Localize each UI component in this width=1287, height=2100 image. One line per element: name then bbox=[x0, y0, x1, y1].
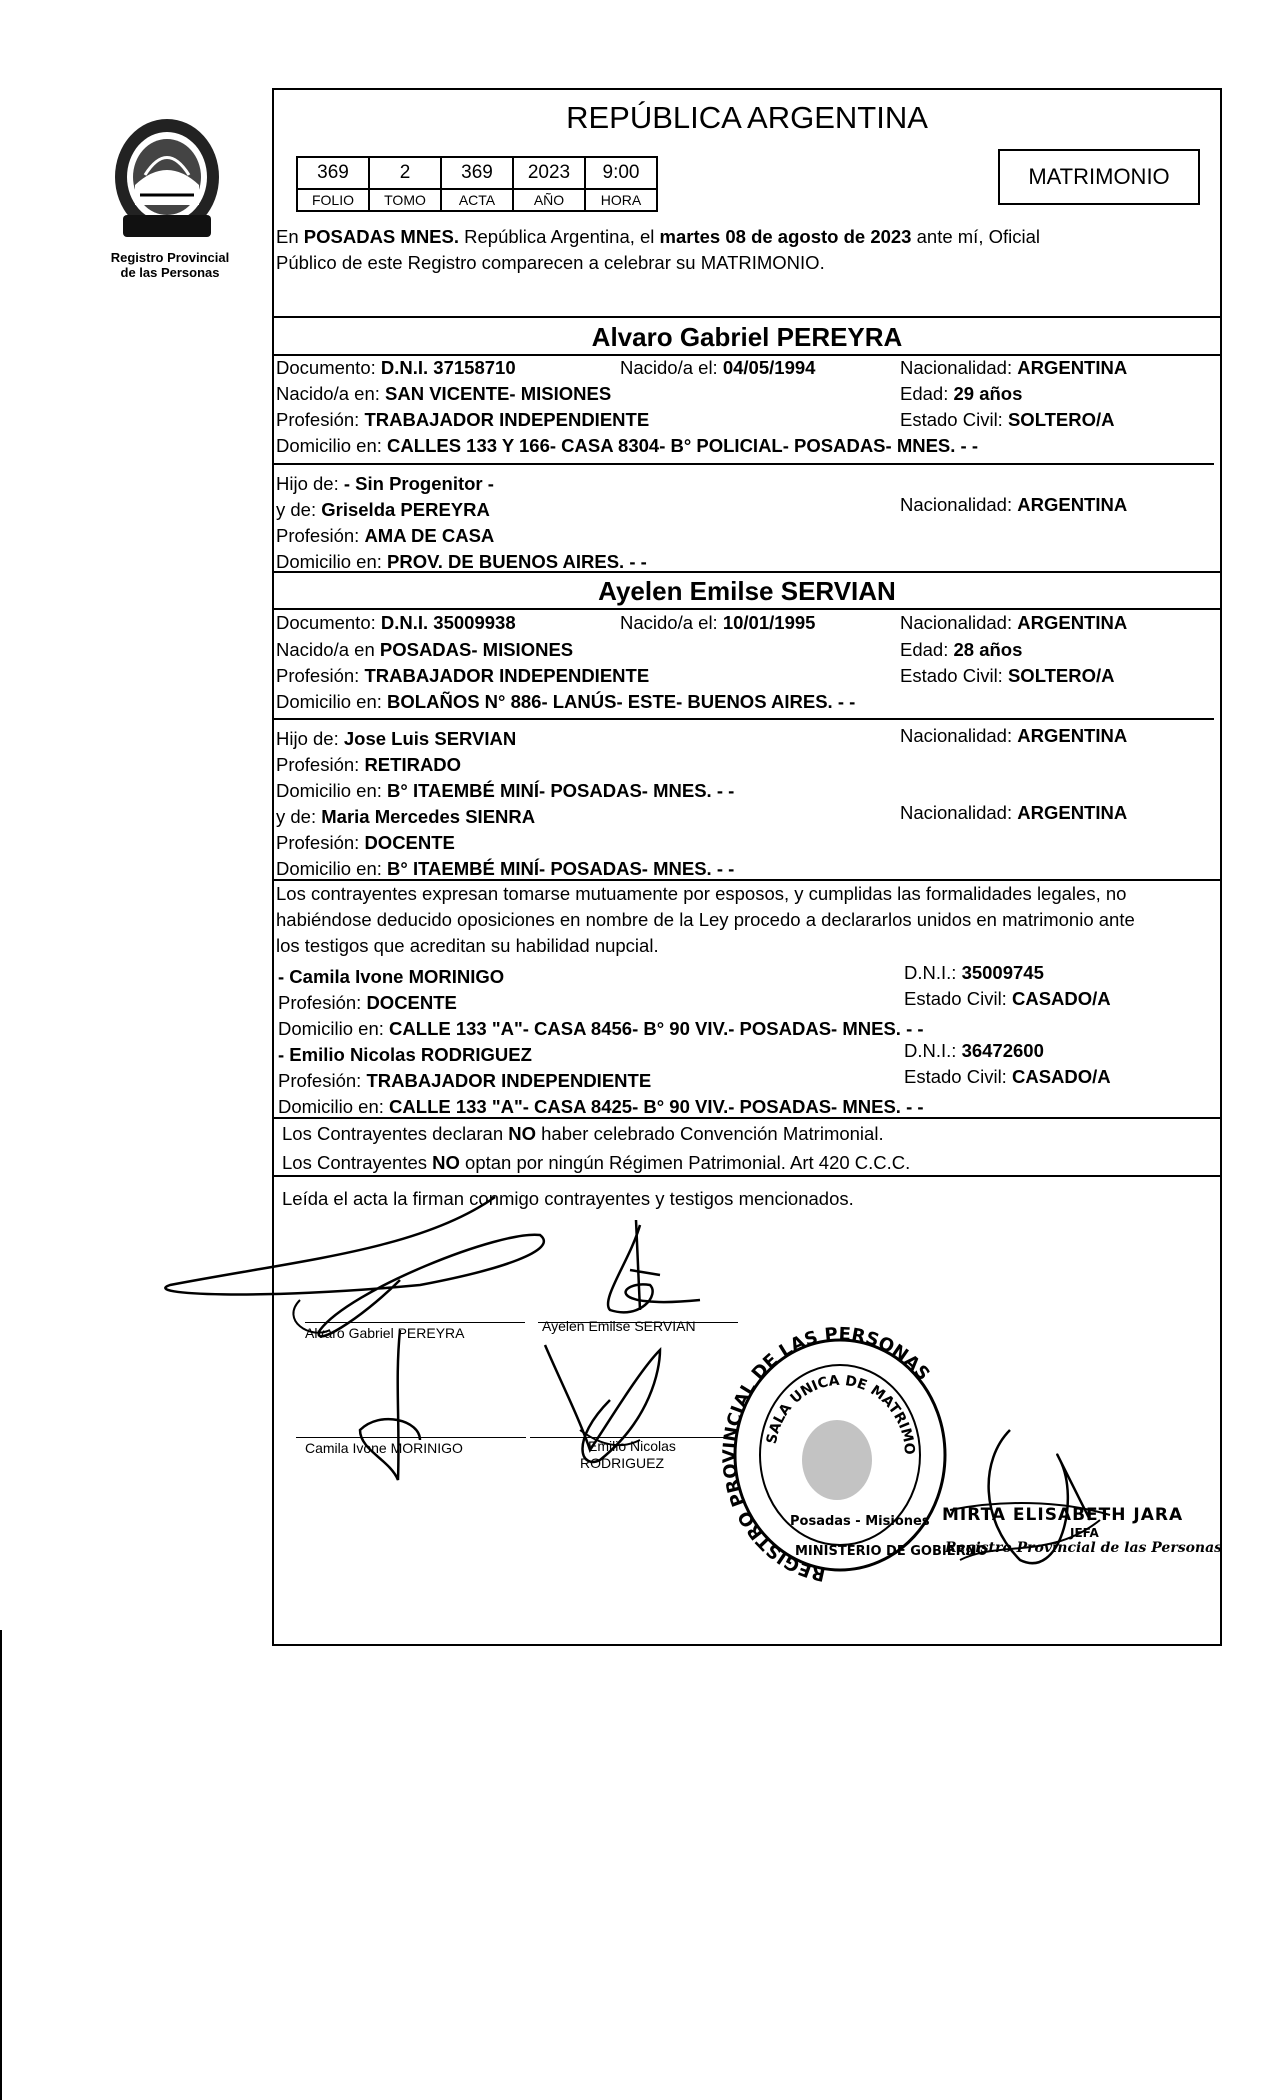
c1-nacimiento: Nacido/a el: 04/05/1994 bbox=[620, 357, 816, 378]
officer-role: JEFA bbox=[1070, 1526, 1099, 1540]
tomo-value: 2 bbox=[369, 157, 441, 189]
c2-domicilio: Domicilio en: BOLAÑOS N° 886- LANÚS- ESTE- BUENOS AIRES. - - bbox=[276, 691, 856, 712]
c1-madre-nacionalidad: Nacionalidad: ARGENTINA bbox=[900, 494, 1128, 515]
signature-label-4a: Emilio Nicolas bbox=[588, 1438, 676, 1454]
c2-madre-nacionalidad: Nacionalidad: ARGENTINA bbox=[900, 802, 1128, 823]
declaration-line-2: habiéndose deducido oposiciones en nombre de la Ley procedo a declararlos unidos en matrimonio ante bbox=[276, 909, 1135, 930]
c1-nacionalidad: Nacionalidad: ARGENTINA bbox=[900, 357, 1128, 378]
stamp-inner-text: SALA UNICA DE MATRIMONIOS bbox=[719, 1318, 918, 1456]
c2-documento: Documento: D.N.I. 35009938 bbox=[276, 612, 516, 633]
c1-madre-domicilio: Domicilio en: PROV. DE BUENOS AIRES. - - bbox=[276, 551, 647, 572]
declaration-line-1: Los contrayentes expresan tomarse mutuamente por esposos, y cumplidas las formalidades legales, no bbox=[276, 883, 1127, 904]
c1-madre: y de: Griselda PEREYRA bbox=[276, 499, 490, 520]
contrayente2-name: Ayelen Emilse SERVIAN bbox=[598, 576, 896, 606]
testigo2-domicilio: Domicilio en: CALLE 133 "A"- CASA 8425- B° 90 VIV.- POSADAS- MNES. - - bbox=[278, 1096, 924, 1117]
c2-madre: y de: Maria Mercedes SIENRA bbox=[276, 806, 536, 827]
signature-label-4b: RODRIGUEZ bbox=[580, 1455, 664, 1471]
c2-padre-domicilio: Domicilio en: B° ITAEMBÉ MINÍ- POSADAS- MNES. - - bbox=[276, 780, 735, 801]
tomo-label: TOMO bbox=[369, 189, 441, 211]
signature-label-2: Ayelen Emilse SERVIAN bbox=[542, 1318, 696, 1334]
c2-padre-profesion: Profesión: RETIRADO bbox=[276, 754, 462, 775]
contrayente1-name: Alvaro Gabriel PEREYRA bbox=[591, 322, 903, 352]
acta-value: 369 bbox=[441, 157, 513, 189]
testigo1-domicilio: Domicilio en: CALLE 133 "A"- CASA 8456- B° 90 VIV.- POSADAS- MNES. - - bbox=[278, 1018, 924, 1039]
testigo2-profesion: Profesión: TRABAJADOR INDEPENDIENTE bbox=[278, 1070, 652, 1091]
stamp-city: Posadas - Misiones bbox=[790, 1514, 930, 1529]
acta-label: ACTA bbox=[441, 189, 513, 211]
scan-edge-line bbox=[0, 1630, 2, 2100]
c2-nacido-en: Nacido/a en POSADAS- MISIONES bbox=[276, 639, 574, 660]
regimen-line-1: Los Contrayentes declaran NO haber celebrado Convención Matrimonial. bbox=[282, 1123, 884, 1144]
hora-value: 9:00 bbox=[585, 157, 657, 189]
testigo1-estado-civil: Estado Civil: CASADO/A bbox=[904, 988, 1111, 1009]
c1-padre: Hijo de: - Sin Progenitor - bbox=[276, 473, 494, 494]
hora-label: HORA bbox=[585, 189, 657, 211]
c2-nacionalidad: Nacionalidad: ARGENTINA bbox=[900, 612, 1128, 633]
c1-domicilio: Domicilio en: CALLES 133 Y 166- CASA 8304- B° POLICIAL- POSADAS- MNES. - - bbox=[276, 435, 979, 456]
c2-madre-domicilio: Domicilio en: B° ITAEMBÉ MINÍ- POSADAS- MNES. - - bbox=[276, 858, 735, 879]
signature-label-3: Camila Ivone MORINIGO bbox=[305, 1440, 463, 1456]
c2-padre: Hijo de: Jose Luis SERVIAN bbox=[276, 728, 517, 749]
testigo2-name: - Emilio Nicolas RODRIGUEZ bbox=[278, 1044, 532, 1065]
testigo1-name: - Camila Ivone MORINIGO bbox=[278, 966, 505, 987]
closing-statement: Leída el acta la firman conmigo contrayentes y testigos mencionados. bbox=[282, 1188, 854, 1209]
document-title: REPÚBLICA ARGENTINA bbox=[566, 100, 928, 135]
declaration-line-3: los testigos que acreditan su habilidad nupcial. bbox=[276, 935, 659, 956]
signature-line-1 bbox=[305, 1322, 525, 1323]
c2-madre-profesion: Profesión: DOCENTE bbox=[276, 832, 455, 853]
regimen-line-2: Los Contrayentes NO optan por ningún Régimen Patrimonial. Art 420 C.C.C. bbox=[282, 1152, 911, 1173]
c2-profesion: Profesión: TRABAJADOR INDEPENDIENTE bbox=[276, 665, 650, 686]
officer-dept: Registro Provincial de las Personas bbox=[945, 1540, 1223, 1556]
c1-nacido-en: Nacido/a en: SAN VICENTE- MISIONES bbox=[276, 383, 612, 404]
officer-name: MIRTA ELISABETH JARA bbox=[942, 1505, 1184, 1525]
c2-estado-civil: Estado Civil: SOLTERO/A bbox=[900, 665, 1115, 686]
c1-estado-civil: Estado Civil: SOLTERO/A bbox=[900, 409, 1115, 430]
anio-label: AÑO bbox=[513, 189, 585, 211]
c1-profesion: Profesión: TRABAJADOR INDEPENDIENTE bbox=[276, 409, 650, 430]
signature-line-3 bbox=[296, 1437, 526, 1438]
stamp-bottom-text: MINISTERIO DE GOBIERNO bbox=[795, 1544, 988, 1559]
c2-edad: Edad: 28 años bbox=[900, 639, 1023, 660]
logo-caption-line1: Registro Provincial bbox=[110, 250, 230, 265]
stamp-outer-text: REGISTRO PROVINCIAL DE LAS PERSONAS bbox=[719, 1323, 934, 1585]
testigo1-dni: D.N.I.: 35009745 bbox=[904, 962, 1044, 983]
testigo2-estado-civil: Estado Civil: CASADO/A bbox=[904, 1066, 1111, 1087]
folio-value: 369 bbox=[297, 157, 369, 189]
anio-value: 2023 bbox=[513, 157, 585, 189]
intro-line-2: Público de este Registro comparecen a celebrar su MATRIMONIO. bbox=[276, 252, 825, 273]
c2-nacimiento: Nacido/a el: 10/01/1995 bbox=[620, 612, 816, 633]
c1-madre-profesion: Profesión: AMA DE CASA bbox=[276, 525, 495, 546]
c2-padre-nacionalidad: Nacionalidad: ARGENTINA bbox=[900, 725, 1128, 746]
c1-documento: Documento: D.N.I. 37158710 bbox=[276, 357, 516, 378]
act-type-box: MATRIMONIO bbox=[998, 149, 1200, 205]
c1-edad: Edad: 29 años bbox=[900, 383, 1023, 404]
logo-caption-line2: de las Personas bbox=[120, 265, 220, 280]
testigo2-dni: D.N.I.: 36472600 bbox=[904, 1040, 1044, 1061]
intro-line-1: En POSADAS MNES. República Argentina, el martes 08 de agosto de 2023 ante mí, Oficial bbox=[276, 226, 1040, 247]
official-stamp bbox=[719, 1318, 988, 1595]
testigo1-profesion: Profesión: DOCENTE bbox=[278, 992, 457, 1013]
folio-label: FOLIO bbox=[297, 189, 369, 211]
signature-label-1: Alvaro Gabriel PEREYRA bbox=[305, 1325, 465, 1341]
